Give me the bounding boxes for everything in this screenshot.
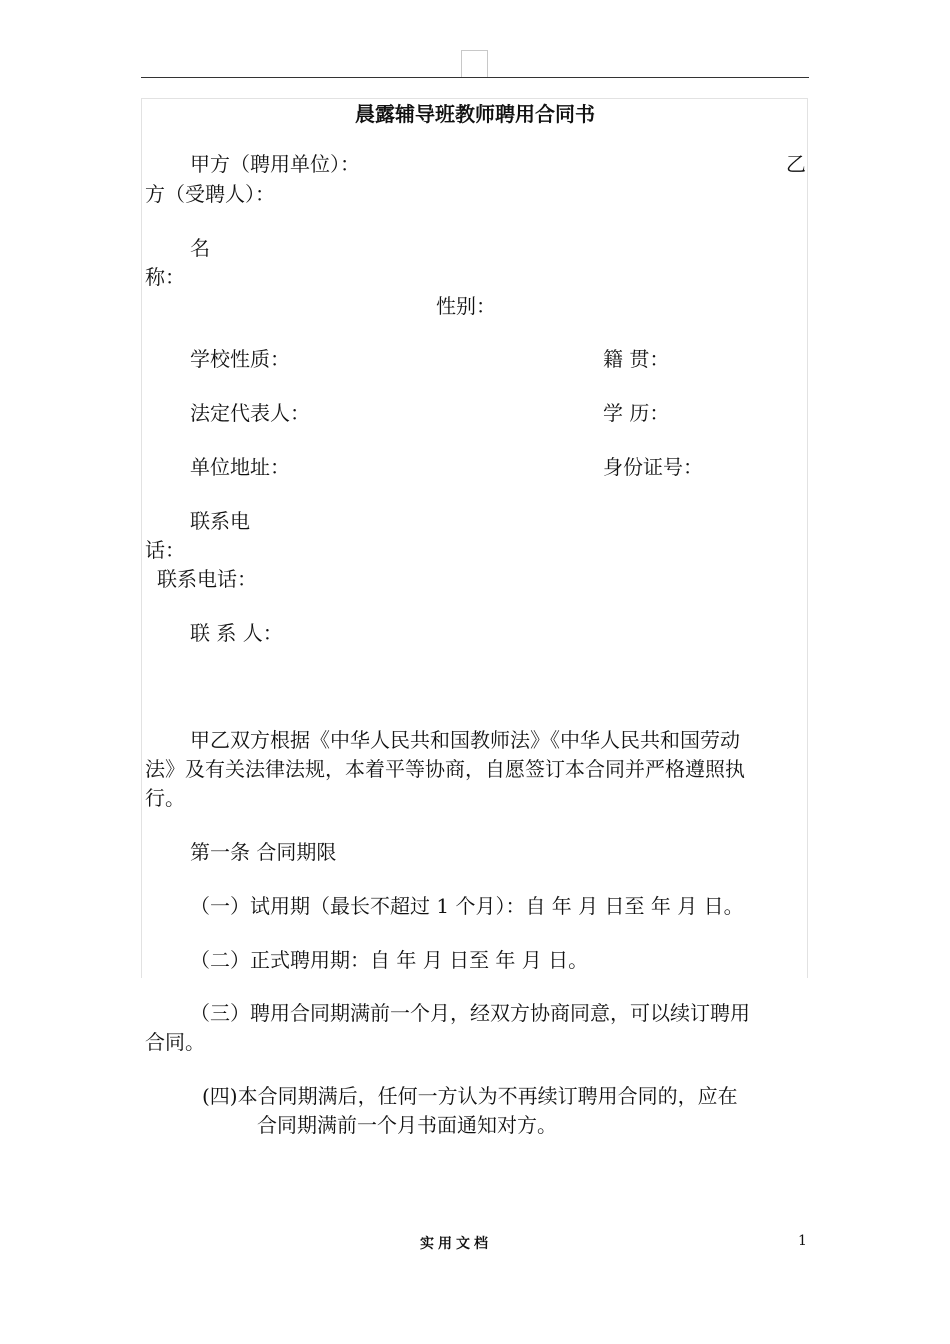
clause-3-line-2: 合同。	[145, 1030, 205, 1054]
education-label: 学 历：	[603, 401, 670, 425]
intro-line-3: 行。	[145, 786, 185, 810]
clause-4-line-1: (四)本合同期满后，任何一方认为不再续订聘用合同的，应在	[202, 1084, 738, 1108]
phone-a-label-end: 话：	[145, 538, 185, 562]
article-1-title: 第一条 合同期限	[190, 840, 337, 864]
page-number: 1	[798, 1233, 807, 1249]
clause-4-line-2: 合同期满前一个月书面通知对方。	[257, 1113, 557, 1137]
school-type-label: 学校性质：	[190, 347, 290, 371]
gender-label: 性别：	[436, 294, 496, 318]
intro-line-2: 法》及有关法律法规，本着平等协商，自愿签订本合同并严格遵照执	[145, 757, 745, 781]
clause-2: （二）正式聘用期：自 年 月 日至 年 月 日。	[190, 948, 589, 972]
intro-line-1: 甲乙双方根据《中华人民共和国教师法》《中华人民共和国劳动	[190, 728, 740, 752]
contact-person-label: 联 系 人：	[190, 621, 283, 645]
party-a-label: 甲方（聘用单位）：	[190, 152, 360, 176]
header-tab-box	[461, 50, 488, 77]
name-label-end: 称：	[145, 265, 185, 289]
clause-3-line-1: （三）聘用合同期满前一个月，经双方协商同意，可以续订聘用	[190, 1001, 750, 1025]
native-place-label: 籍 贯：	[603, 347, 670, 371]
phone-b-label: 联系电话：	[157, 567, 257, 591]
id-number-label: 身份证号：	[603, 455, 703, 479]
party-b-label-end: 方（受聘人）：	[145, 182, 275, 206]
footer-label: 实用文档	[420, 1236, 492, 1252]
phone-a-label-start: 联系电	[190, 509, 250, 533]
party-b-label-start: 乙	[786, 152, 806, 176]
address-label: 单位地址：	[190, 455, 290, 479]
clause-1: （一）试用期（最长不超过 1 个月）：自 年 月 日至 年 月 日。	[190, 894, 744, 918]
document-title: 晨露辅导班教师聘用合同书	[355, 102, 595, 126]
legal-rep-label: 法定代表人：	[190, 401, 310, 425]
name-label-start: 名	[190, 236, 210, 260]
header-rule	[141, 77, 809, 78]
